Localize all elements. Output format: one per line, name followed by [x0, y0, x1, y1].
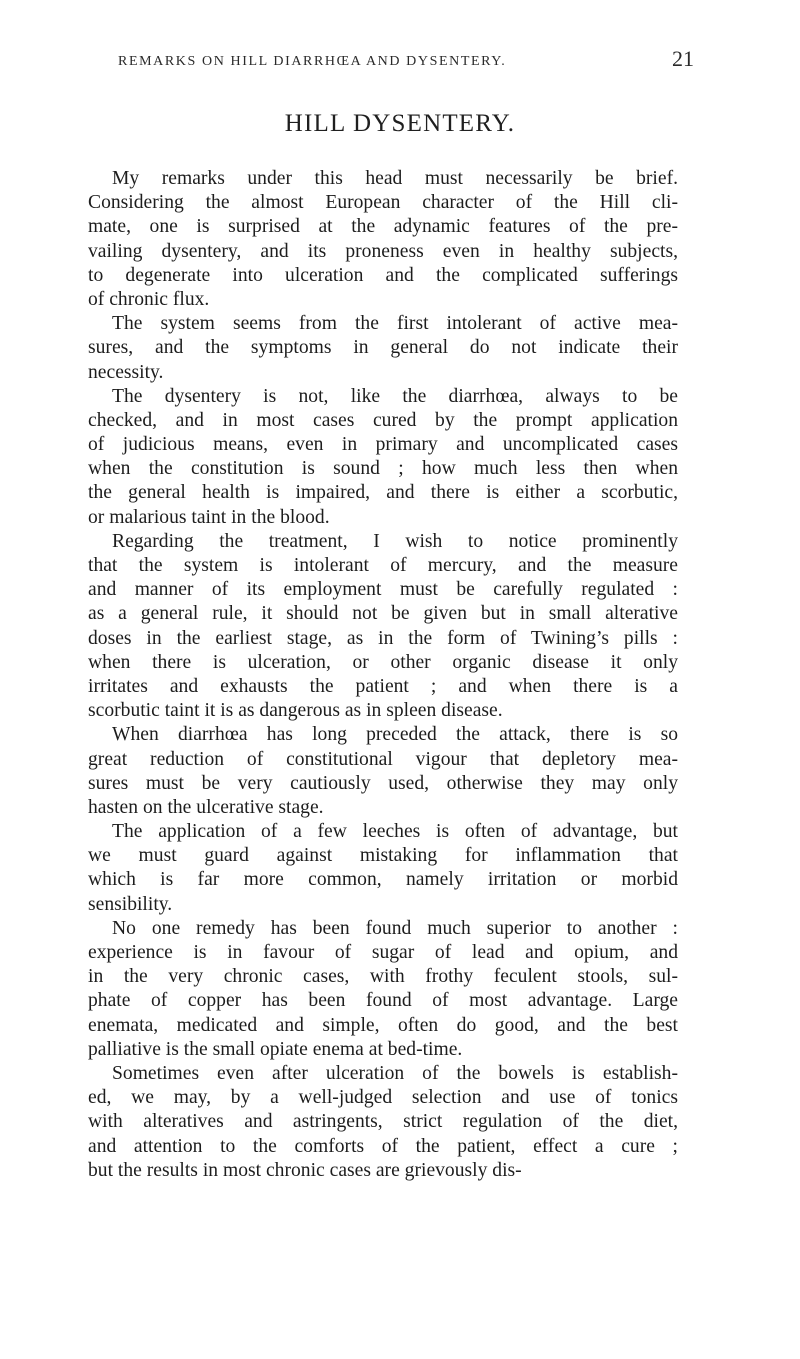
- text-line: sensibility.: [88, 893, 173, 915]
- paragraph: [88, 1062, 678, 1183]
- text-line: palliative is the small opiate enema at bed-time.: [88, 1038, 463, 1060]
- text-line: and attention to the comforts of the patient, effect a cure ;: [88, 1135, 678, 1157]
- text-line: Regarding the treatment, I wish to notice prominently: [112, 530, 678, 552]
- text-line: Sometimes even after ulceration of the bowels is establish-: [112, 1062, 678, 1084]
- text-line: No one remedy has been found much superior to another :: [112, 917, 678, 939]
- text-line: experience is in favour of sugar of lead and opium, and: [88, 942, 678, 963]
- text-line: enemata, medicated and simple, often do good, and the best: [88, 1014, 678, 1036]
- text-line: scorbutic taint it is as dangerous as in spleen disease.: [88, 700, 503, 722]
- text-line: great reduction of constitutional vigour that depletory mea-: [88, 748, 678, 770]
- text-line: of judicious means, even in primary and uncomplicated cases: [88, 434, 678, 456]
- text-line: mate, one is surprised at the adynamic features of the pre-: [88, 216, 678, 238]
- paragraph: [88, 312, 678, 385]
- text-line: but the results in most chronic cases are grievously dis-: [88, 1159, 522, 1181]
- text-line: when the constitution is sound ; how much less then when: [88, 458, 678, 480]
- text-line: sures, and the symptoms in general do not indicate their: [88, 337, 678, 359]
- running-head: REMARKS ON HILL DIARRHŒA AND DYSENTERY.: [118, 54, 507, 69]
- text-line: My remarks under this head must necessarily be brief.: [112, 168, 678, 189]
- paragraph: [88, 530, 678, 724]
- text-line: hasten on the ulcerative stage.: [88, 796, 324, 818]
- text-line: The system seems from the first intolerant of active mea-: [112, 313, 678, 335]
- text-line: phate of copper has been found of most advantage. Large: [88, 990, 678, 1012]
- text-line: The application of a few leeches is often of advantage, but: [112, 821, 678, 843]
- paragraph: [88, 167, 678, 312]
- paragraph: [88, 820, 678, 917]
- text-line: we must guard against mistaking for inflammation that: [88, 845, 678, 867]
- text-line: when there is ulceration, or other organic disease it only: [88, 651, 678, 673]
- section-title: HILL DYSENTERY.: [284, 110, 516, 137]
- text-line: the general health is impaired, and there is either a scorbutic,: [88, 482, 678, 504]
- text-line: and manner of its employment must be carefully regulated :: [88, 579, 678, 601]
- text-line: sures must be very cautiously used, otherwise they may only: [88, 772, 678, 794]
- paragraph: [88, 723, 678, 820]
- page-number: 21: [672, 46, 694, 71]
- text-line: Considering the almost European character of the Hill cli-: [88, 192, 678, 214]
- text-line: irritates and exhausts the patient ; and when there is a: [88, 675, 678, 697]
- text-line: which is far more common, namely irritation or morbid: [88, 869, 678, 891]
- text-line: checked, and in most cases cured by the prompt application: [88, 409, 678, 431]
- body-text: [88, 167, 678, 1183]
- text-line: doses in the earliest stage, as in the form of Twining’s pills :: [88, 627, 678, 649]
- text-line: as a general rule, it should not be given but in small alterative: [88, 603, 678, 625]
- text-line: or malarious taint in the blood.: [88, 506, 330, 528]
- text-line: in the very chronic cases, with frothy feculent stools, sul-: [88, 966, 678, 988]
- text-line: with alteratives and astringents, strict regulation of the diet,: [88, 1111, 678, 1133]
- text-line: When diarrhœa has long preceded the attack, there is so: [112, 724, 678, 746]
- text-line: to degenerate into ulceration and the complicated sufferings: [88, 264, 678, 286]
- paragraph: [88, 917, 678, 1062]
- text-line: that the system is intolerant of mercury, and the measure: [88, 555, 678, 576]
- text-line: necessity.: [88, 361, 164, 383]
- text-line: The dysentery is not, like the diarrhœa, always to be: [112, 385, 678, 407]
- text-line: ed, we may, by a well-judged selection and use of tonics: [88, 1087, 678, 1109]
- paragraph: [88, 385, 678, 530]
- text-line: vailing dysentery, and its proneness even in healthy subjects,: [88, 240, 678, 262]
- text-line: of chronic flux.: [88, 288, 210, 310]
